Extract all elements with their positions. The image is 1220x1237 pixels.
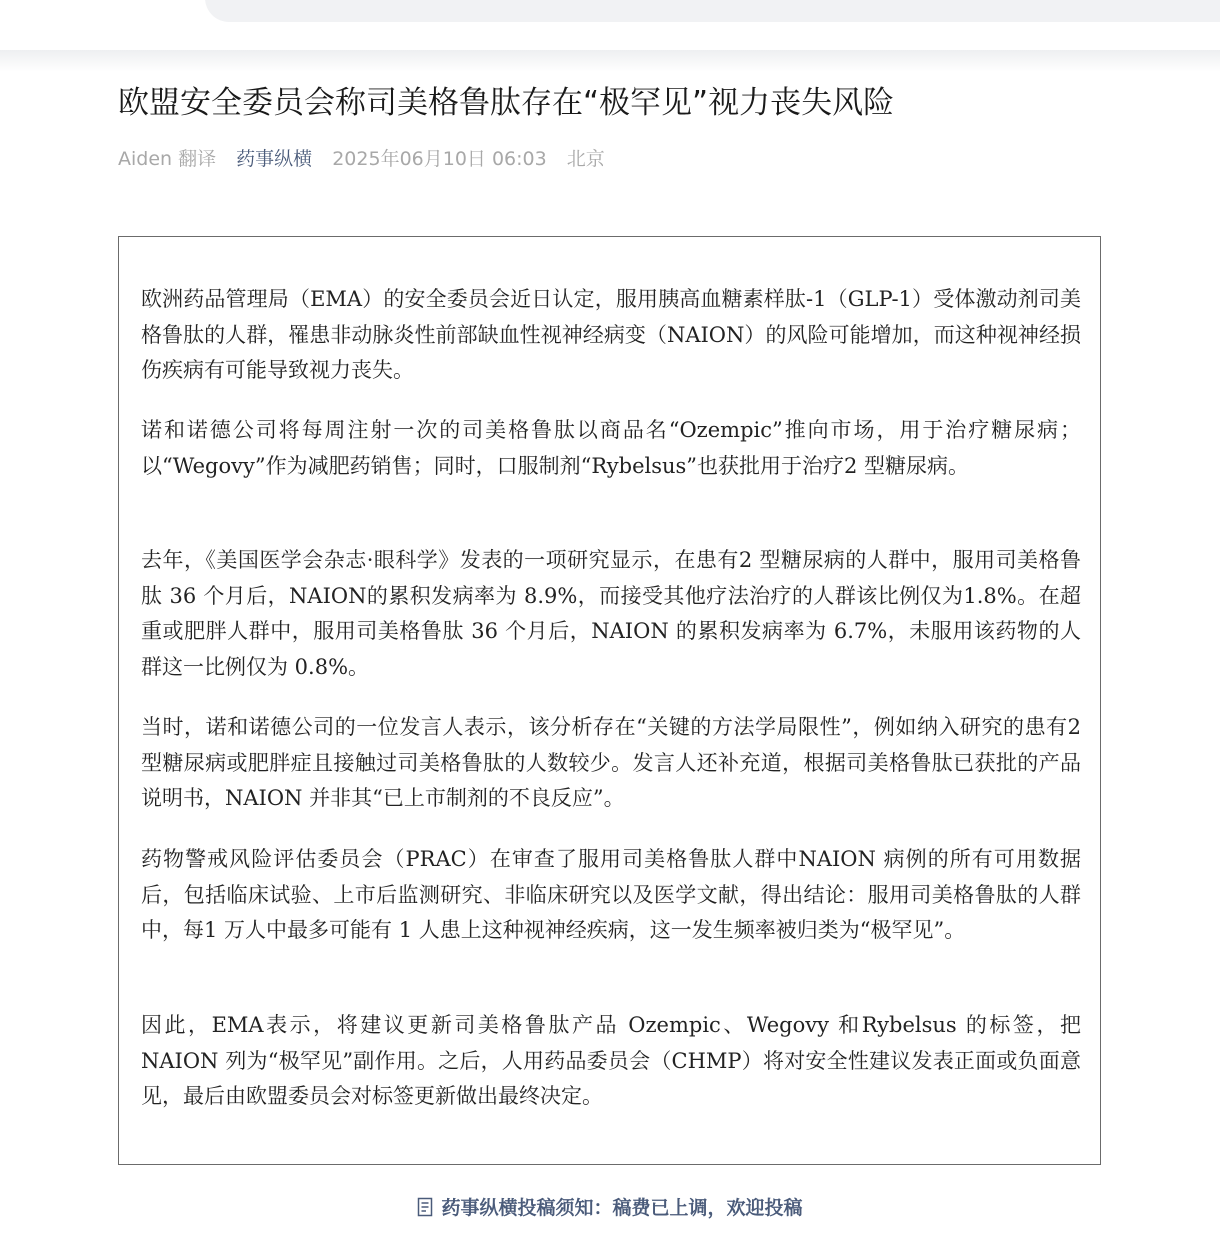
publish-datetime: 2025年06月10日 06:03 (332, 148, 547, 170)
body-paragraph-5: 药物警戒风险评估委员会（PRAC）在审查了服用司美格鲁肽人群中NAION 病例的所有可用数据后，包括临床试验、上市后监测研究、非临床研究以及医学文献，得出结论：服用司美格鲁肽的人群中，每1 万人中最多可能有 1 人患上这种视神经疾病，这一发生频率被归类为“极罕见”。 (141, 847, 1081, 942)
search-bar[interactable] (205, 0, 1220, 22)
body-paragraph-6: 因此，EMA表示，将建议更新司美格鲁肽产品 Ozempic、Wegovy 和Rybelsus 的标签，把 NAION 列为“极罕见”副作用。之后，人用药品委员会（CHMP）将对安全性建议发表正面或负面意见，最后由欧盟委员会对标签更新做出最终决定。 (141, 1013, 1081, 1108)
article-meta (118, 146, 619, 172)
contribution-notice-text: 药事纵横投稿须知：稿费已上调，欢迎投稿 (441, 1197, 803, 1219)
top-bar (0, 0, 1220, 52)
source-link[interactable]: 药事纵横 (236, 148, 313, 170)
body-paragraph-2: 诺和诺德公司将每周注射一次的司美格鲁肽以商品名“Ozempic”推向市场，用于治疗糖尿病；以“Wegovy”作为减肥药销售；同时，口服制剂“Rybelsus”也获批用于治疗2 型糖尿病。 (141, 418, 1081, 478)
body-paragraph-4: 当时，诺和诺德公司的一位发言人表示，该分析存在“关键的方法学局限性”，例如纳入研究的患有2 型糖尿病或肥胖症且接触过司美格鲁肽的人数较少。发言人还补充道，根据司美格鲁肽已获批的产品说明书，NAION 并非其“已上市制剂的不良反应”。 (141, 715, 1081, 810)
body-paragraph-3: 去年，《美国医学会杂志·眼科学》发表的一项研究显示，在患有2 型糖尿病的人群中，服用司美格鲁肽 36 个月后，NAION的累积发病率为 8.9%，而接受其他疗法治疗的人群该比例仅为1.8%。在超重或肥胖人群中，服用司美格鲁肽 36 个月后，NAION 的累积发病率为 6.7%，未服用该药物的人群这一比例仅为 0.8%。 (141, 548, 1081, 679)
article-title: 欧盟安全委员会称司美格鲁肽存在“极罕见”视力丧失风险 (118, 85, 895, 121)
publish-location: 北京 (566, 148, 605, 170)
author-label: Aiden 翻译 (118, 148, 217, 170)
header-divider (0, 50, 1220, 72)
contribution-notice-link[interactable] (0, 1194, 1220, 1225)
document-icon (417, 1197, 433, 1225)
body-paragraph-1: 欧洲药品管理局（EMA）的安全委员会近日认定，服用胰高血糖素样肽-1（GLP-1）受体激动剂司美格鲁肽的人群，罹患非动脉炎性前部缺血性视神经病变（NAION）的风险可能增加，而这种视神经损伤疾病有可能导致视力丧失。 (141, 287, 1081, 382)
